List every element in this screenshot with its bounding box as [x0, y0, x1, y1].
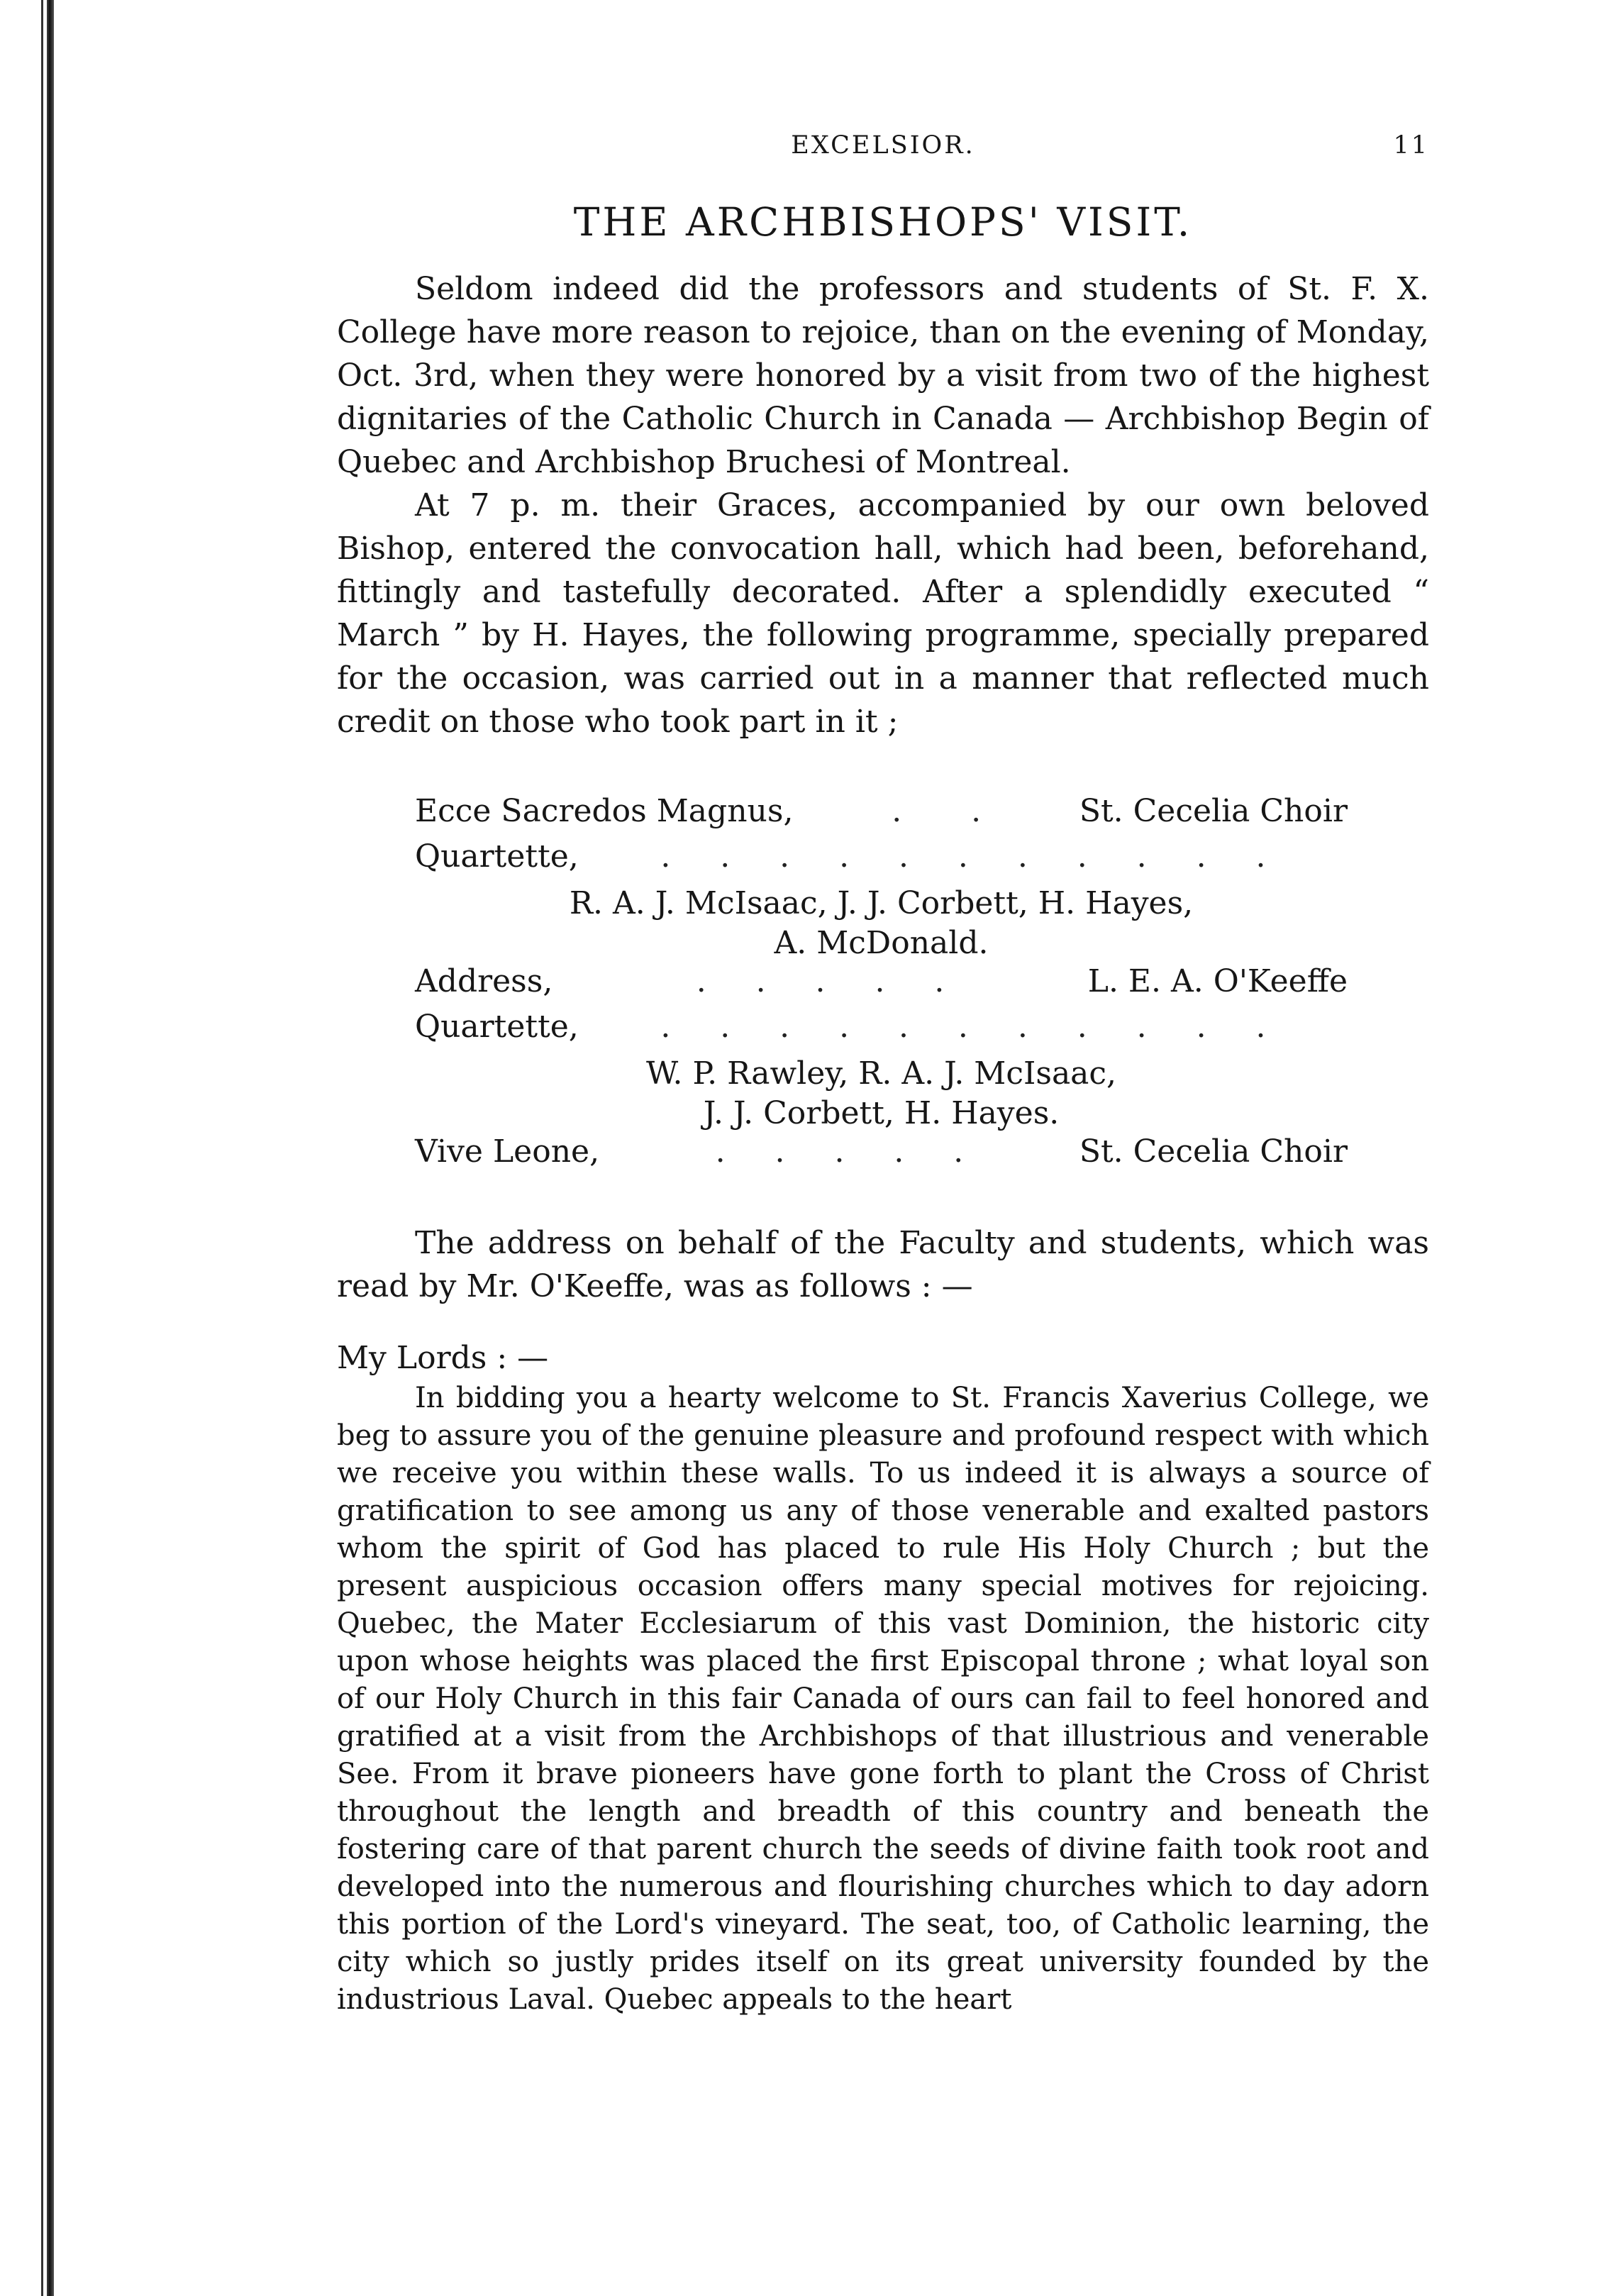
leader-dots: . . . . . [696, 963, 945, 999]
programme-item: Ecce Sacredos Magnus, [415, 793, 794, 829]
programme-item: Vive Leone, [415, 1133, 600, 1170]
leader-dots: . . [892, 793, 982, 829]
address-paragraph: In bidding you a hearty welcome to St. Francis Xaverius College, we beg to assure you of the genuine pleasure and profound respect with which we receive you within these walls. To us indeed it is always a source of gratification to see among us any of those venerable and exalted pastors whom the spirit of God has placed to rule His Holy Church ; but the present auspicious occasion offers many special motives for rejoicing. Quebec, the Mater Ecclesiarum of this vast Dominion, the historic city upon whose heights was placed the first Episcopal throne ; what loyal son of our Holy Church in this fair Canada of ours can fail to feel honored and gratified at a visit from the Archbishops of that illustrious and venerable See. From it brave pioneers have gone forth to plant the Cross of Christ throughout the length and breadth of this country and beneath the fostering care of that parent church the seeds of divine faith took root and developed into the numerous and flourishing churches which to day adorn this portion of the Lord's vineyard. The seat, too, of Catholic learning, the city which so justly prides itself on its great university founded by the industrious Laval. Quebec appeals to the heart [337, 1382, 1429, 2016]
binding-edge-line [41, 0, 43, 2296]
programme-row [415, 838, 1348, 884]
paragraph-programme-lead: At 7 p. m. their Graces, accompanied by our own beloved Bishop, entered the convocation hall, which had been, beforehand, fittingly and tastefully decorated. After a splendidly executed “ March ” by H. Hayes, the following programme, specially prepared for the occasion, was carried out in a manner that reflected much credit on those who took part in it ; [337, 487, 1429, 740]
leader-dots: . . . . . . . . . . . [660, 838, 1266, 875]
programme-row [415, 1133, 1348, 1179]
programme-row [415, 1009, 1348, 1054]
programme [337, 793, 1429, 1179]
paragraph-address-intro: The address on behalf of the Faculty and students, which was read by Mr. O'Keeffe, was as follows : — [337, 1225, 1429, 1304]
paragraph-intro: Seldom indeed did the professors and students of St. F. X. College have more reason to rejoice, than on the evening of Monday, Oct. 3rd, when they were honored by a visit from two of the highest dignitaries of the Catholic Church in Canada — Archbishop Begin of Quebec and Archbishop Bruchesi of Montreal. [337, 271, 1429, 480]
leader-dots: . . . . . [715, 1133, 964, 1170]
programme-performer: L. E. A. O'Keeffe [1087, 963, 1348, 999]
salutation: My Lords : — [337, 1340, 549, 1376]
running-head [337, 124, 1429, 174]
programme-item: Address, [415, 963, 553, 999]
programme-item: Quartette, [415, 1009, 579, 1045]
performer-names: R. A. J. McIsaac, J. J. Corbett, H. Hayes, [569, 885, 1194, 921]
leader-dots: . . . . . . . . . . . [660, 1009, 1266, 1045]
performer-names: W. P. Rawley, R. A. J. McIsaac, [645, 1055, 1117, 1092]
programme-item: Quartette, [415, 838, 579, 875]
programme-row [415, 963, 1348, 1009]
performer-names: J. J. Corbett, H. Hayes. [703, 1095, 1060, 1131]
programme-performer: St. Cecelia Choir [1079, 793, 1348, 829]
performer-names: A. McDonald. [774, 925, 989, 961]
article-title: THE ARCHBISHOPS' VISIT. [573, 199, 1193, 245]
page [337, 124, 1429, 2224]
programme-performer: St. Cecelia Choir [1079, 1133, 1348, 1170]
address-body [337, 1380, 1429, 2019]
page-number: 11 [1393, 131, 1429, 160]
binding-edge [47, 0, 54, 2296]
programme-row [415, 793, 1348, 838]
journal-title: EXCELSIOR. [791, 131, 975, 160]
